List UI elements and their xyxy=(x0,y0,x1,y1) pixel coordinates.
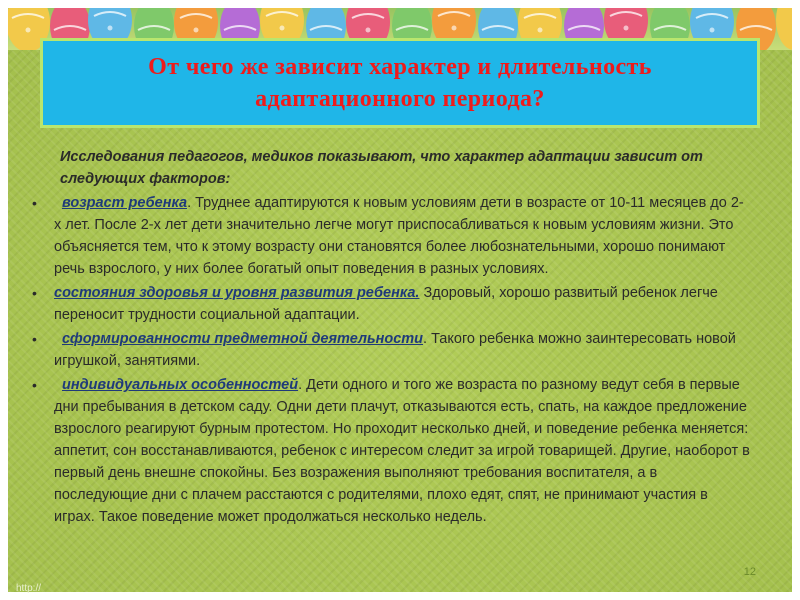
factor-label: возраст ребенка xyxy=(62,195,188,211)
list-item xyxy=(30,282,750,326)
slide-title-line-1: От чего же зависит характер и длительность xyxy=(148,54,652,80)
bullet-icon: • xyxy=(32,331,37,347)
list-item xyxy=(30,374,750,528)
factor-label: состояния здоровья и уровня развития ребенка. xyxy=(54,285,420,301)
list-item xyxy=(30,328,750,372)
bullet-icon: • xyxy=(32,377,37,393)
intro-text: Исследования педагогов, медиков показывают, что характер адаптации зависит от следующих факторов: xyxy=(60,149,703,187)
factor-text: Здоровый, хорошо развитый ребенок легче переносит трудности социальной адаптации. xyxy=(54,285,718,323)
factor-text: . Труднее адаптируются к новым условиям дети в возрасте от 10-11 месяцев до 2-х лет. После 2-х лет дети значительно легче могут приспосабливаться к новым условиям жизни. Это объясняется тем, что к этому возрасту они становятся более любознательными, хорошо понимают речь взрослого, у них более богатый опыт поведения в разных условиях. xyxy=(54,195,744,277)
factor-label: индивидуальных особенностей xyxy=(62,377,299,393)
slide-title-line-2: адаптационного периода? xyxy=(255,86,545,112)
footer-url: http:// xyxy=(16,583,42,594)
title-box xyxy=(40,38,760,128)
bullet-icon: • xyxy=(32,285,37,301)
slide-number: 12 xyxy=(743,566,756,578)
factor-text: . Дети одного и того же возраста по разному ведут себя в первые дни пребывания в детском саду. Одни дети плачут, отказываются есть, спать, на каждое предложение взрослого реагируют бурным протестом. Но проходит несколько дней, и поведение ребенка меняется: аппетит, сон восстанавливаются, ребенок с интересом следит за игрой товарищей. Другие, наоборот в первый день внешне спокойны. Без возражения выполняют требования воспитателя, а в последующие дни с плачем расстаются с родителями, плохо едят, спят, не принимают участия в играх. Такое поведение может продолжаться несколько недель. xyxy=(54,377,750,525)
bullet-icon: • xyxy=(32,195,37,211)
factor-text: . Такого ребенка можно заинтересовать новой игрушкой, занятиями. xyxy=(54,331,736,369)
slide-body xyxy=(30,146,750,530)
list-item xyxy=(30,192,750,280)
factor-label: сформированности предметной деятельности xyxy=(62,331,424,347)
